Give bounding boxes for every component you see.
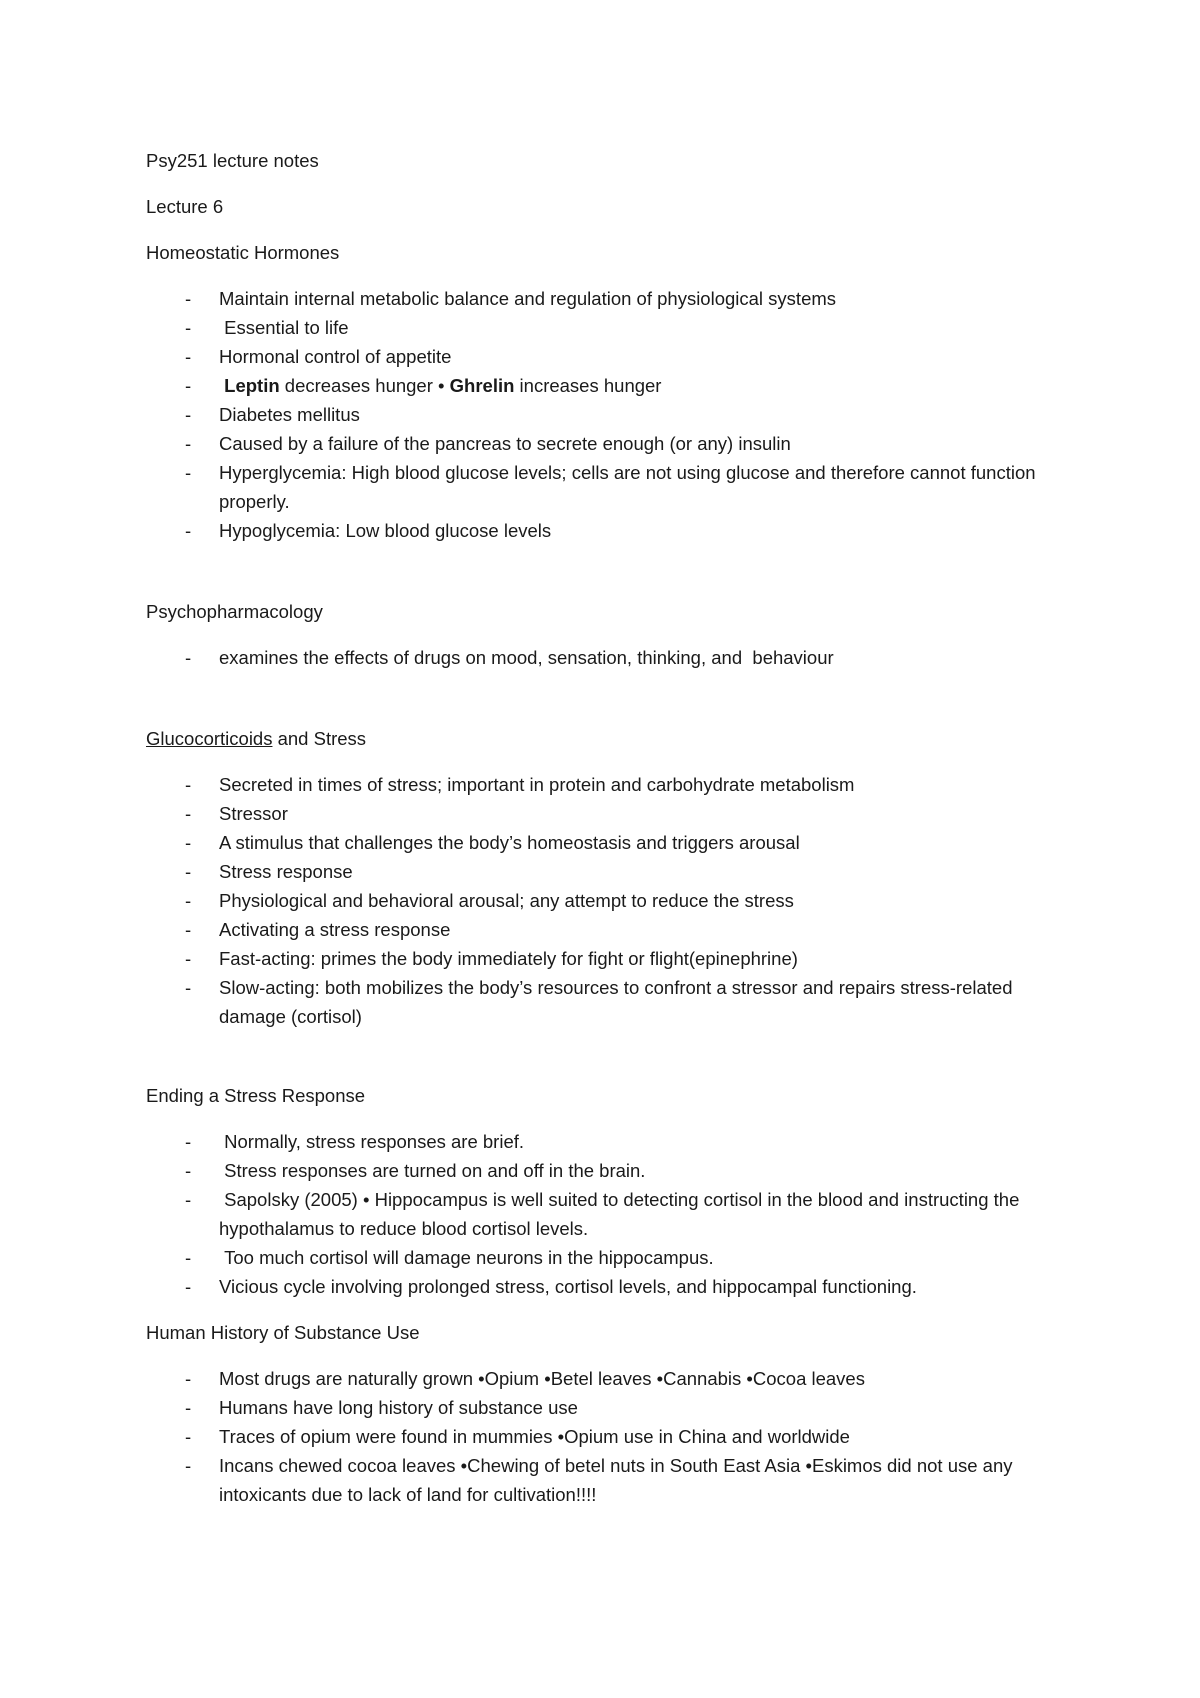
dash-marker: - bbox=[185, 647, 192, 668]
list-item: - Hormonal control of appetite bbox=[146, 342, 1066, 371]
dash-marker: - bbox=[185, 404, 192, 425]
lecture-number: Lecture 6 bbox=[146, 196, 224, 217]
dash-marker: - bbox=[185, 1247, 192, 1268]
list-item: - Humans have long history of substance use bbox=[146, 1393, 1066, 1422]
section-heading-ending: Ending a Stress Response bbox=[146, 1085, 366, 1106]
dash-marker: - bbox=[185, 977, 192, 998]
ending-list bbox=[146, 1127, 1066, 1301]
dash-marker: - bbox=[185, 1131, 192, 1152]
list-item: - Diabetes mellitus bbox=[146, 400, 1066, 429]
dash-marker: - bbox=[185, 1160, 192, 1181]
list-item: - A stimulus that challenges the body’s homeostasis and triggers arousal bbox=[146, 828, 1066, 857]
list-item: - Sapolsky (2005) • Hippocampus is well suited to detecting cortisol in the blood and instructing the hypothalamus to reduce blood cortisol levels. bbox=[146, 1185, 1066, 1243]
list-item: - Slow-acting: both mobilizes the body’s resources to confront a stressor and repairs stress-related damage (cortisol) bbox=[146, 973, 1066, 1031]
list-item: - Stress response bbox=[146, 857, 1066, 886]
section-heading-homeostatic: Homeostatic Hormones bbox=[146, 242, 340, 263]
list-item: - Hypoglycemia: Low blood glucose levels bbox=[146, 516, 1066, 545]
dash-marker: - bbox=[185, 1276, 192, 1297]
list-item: - Too much cortisol will damage neurons in the hippocampus. bbox=[146, 1243, 1066, 1272]
dash-marker: - bbox=[185, 1397, 192, 1418]
list-item: - Fast-acting: primes the body immediately for fight or flight(epinephrine) bbox=[146, 944, 1066, 973]
list-item: - Normally, stress responses are brief. bbox=[146, 1127, 1066, 1156]
list-item-leptin: - Leptin decreases hunger • Ghrelin increases hunger bbox=[146, 371, 1066, 400]
dash-marker: - bbox=[185, 919, 192, 940]
list-item: - Most drugs are naturally grown •Opium •Betel leaves •Cannabis •Cocoa leaves bbox=[146, 1364, 1066, 1393]
underlined-term: Glucocorticoids bbox=[146, 728, 273, 749]
list-item: - Activating a stress response bbox=[146, 915, 1066, 944]
ghrelin-term: Ghrelin bbox=[449, 375, 515, 396]
dash-marker: - bbox=[185, 774, 192, 795]
list-item: - Physiological and behavioral arousal; any attempt to reduce the stress bbox=[146, 886, 1066, 915]
section-heading-psychopharmacology: Psychopharmacology bbox=[146, 601, 323, 622]
dash-marker: - bbox=[185, 832, 192, 853]
leptin-term: Leptin bbox=[224, 375, 280, 396]
homeostatic-list bbox=[146, 284, 1066, 545]
list-item: - Essential to life bbox=[146, 313, 1066, 342]
list-item: - Stress responses are turned on and off in the brain. bbox=[146, 1156, 1066, 1185]
psychopharmacology-list bbox=[146, 643, 1066, 672]
document-title: Psy251 lecture notes bbox=[146, 150, 319, 171]
dash-marker: - bbox=[185, 890, 192, 911]
dash-marker: - bbox=[185, 288, 192, 309]
dash-marker: - bbox=[185, 346, 192, 367]
dash-marker: - bbox=[185, 803, 192, 824]
glucocorticoids-list bbox=[146, 770, 1066, 1031]
list-item: - Hyperglycemia: High blood glucose levels; cells are not using glucose and therefore cannot function properly. bbox=[146, 458, 1066, 516]
dash-marker: - bbox=[185, 462, 192, 483]
section-heading-glucocorticoids: Glucocorticoids and Stress bbox=[146, 728, 367, 749]
dash-marker: - bbox=[185, 1455, 192, 1476]
list-item: - Traces of opium were found in mummies •Opium use in China and worldwide bbox=[146, 1422, 1066, 1451]
section-heading-history: Human History of Substance Use bbox=[146, 1322, 420, 1343]
dash-marker: - bbox=[185, 1426, 192, 1447]
history-list bbox=[146, 1364, 1066, 1509]
dash-marker: - bbox=[185, 317, 192, 338]
list-item: - Maintain internal metabolic balance and regulation of physiological systems bbox=[146, 284, 1066, 313]
document-body bbox=[146, 146, 1066, 1526]
dash-marker: - bbox=[185, 948, 192, 969]
dash-marker: - bbox=[185, 1189, 192, 1210]
dash-marker: - bbox=[185, 1368, 192, 1389]
dash-marker: - bbox=[185, 375, 192, 396]
list-item: - Stressor bbox=[146, 799, 1066, 828]
dash-marker: - bbox=[185, 520, 192, 541]
dash-marker: - bbox=[185, 861, 192, 882]
dash-marker: - bbox=[185, 433, 192, 454]
list-item: - Caused by a failure of the pancreas to secrete enough (or any) insulin bbox=[146, 429, 1066, 458]
list-item: - Vicious cycle involving prolonged stress, cortisol levels, and hippocampal functioning. bbox=[146, 1272, 1066, 1301]
list-item: - examines the effects of drugs on mood, sensation, thinking, and behaviour bbox=[146, 643, 1066, 672]
list-item: - Incans chewed cocoa leaves •Chewing of betel nuts in South East Asia •Eskimos did not use any intoxicants due to lack of land for cultivation!!!! bbox=[146, 1451, 1066, 1509]
list-item: - Secreted in times of stress; important in protein and carbohydrate metabolism bbox=[146, 770, 1066, 799]
